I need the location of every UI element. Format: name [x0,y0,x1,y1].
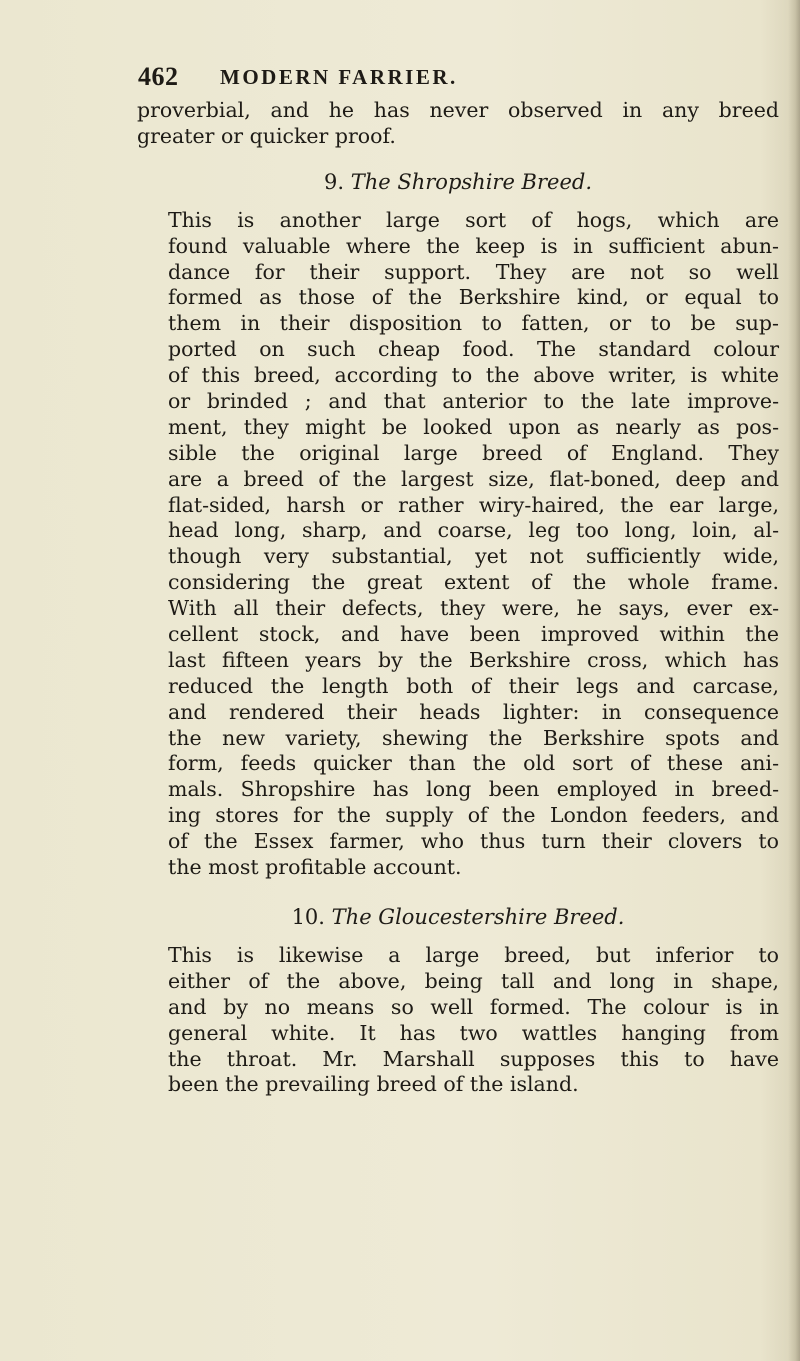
text-line: This is another large sort of hogs, which are [168,207,779,232]
text-line: last fifteen years by the Berkshire cross, which has [168,647,779,672]
text-line: though very substantial, yet not sufficiently wide, [168,544,779,569]
text-line: and rendered their heads lighter: in consequence [168,699,779,724]
text-line: been the prevailing breed of the island. [168,1072,579,1097]
text-line: them in their disposition to fatten, or to be sup- [168,311,779,336]
text-line: proverbial, and he has never observed in any breed [137,98,779,122]
text-line: With all their defects, they were, he says, ever ex- [168,596,779,621]
page-edge-shadow [788,0,800,1361]
text-line: considering the great extent of the whole frame. [168,570,779,595]
intro-paragraph [137,98,779,150]
section-number: 10. [291,904,325,929]
text-line: are a breed of the largest size, flat-boned, deep and [168,466,779,491]
text-line: ported on such cheap food. The standard colour [168,337,779,362]
text-line: of this breed, according to the above writer, is white [168,363,779,388]
text-line: the throat. Mr. Marshall supposes this to have [168,1046,779,1071]
text-line: reduced the length both of their legs and carcase, [168,673,779,698]
text-line: the most profitable account. [168,855,462,880]
page-header [138,62,778,96]
text-line: either of the above, being tall and long in shape, [168,968,779,993]
text-line: sible the original large breed of England. They [168,440,779,465]
text-line: mals. Shropshire has long been employed in breed- [168,777,779,802]
section-9-paragraph [137,208,779,881]
text-line: formed as those of the Berkshire kind, or equal to [168,285,779,310]
text-line: of the Essex farmer, who thus turn their clovers to [168,829,779,854]
text-line: the new variety, shewing the Berkshire spots and [168,725,779,750]
text-line: dance for their support. They are not so well [168,259,779,284]
text-line: greater or quicker proof. [137,123,396,148]
text-line: general white. It has two wattles hanging from [168,1020,779,1045]
running-head: MODERN FARRIER. [220,65,458,89]
text-line: flat-sided, harsh or rather wiry-haired, the ear large, [168,492,779,517]
page-number: 462 [138,62,179,91]
section-title: The Gloucestershire Breed. [331,904,625,929]
section-heading-9 [137,168,779,196]
page-body [137,98,779,1098]
text-line: and by no means so well formed. The colour is in [168,994,779,1019]
section-heading-10 [137,903,779,931]
text-line: ing stores for the supply of the London feeders, and [168,803,779,828]
text-line: cellent stock, and have been improved within the [168,622,779,647]
section-title: The Shropshire Breed. [350,169,592,194]
text-line: This is likewise a large breed, but inferior to [168,942,779,967]
text-line: ment, they might be looked upon as nearly as pos- [168,414,779,439]
section-10-paragraph [137,943,779,1098]
section-number: 9. [323,169,345,194]
text-line: found valuable where the keep is in sufficient abun- [168,233,779,258]
text-line: form, feeds quicker than the old sort of these ani- [168,751,779,776]
text-line: or brinded ; and that anterior to the late improve- [168,389,779,414]
text-line: head long, sharp, and coarse, leg too long, loin, al- [168,518,779,543]
